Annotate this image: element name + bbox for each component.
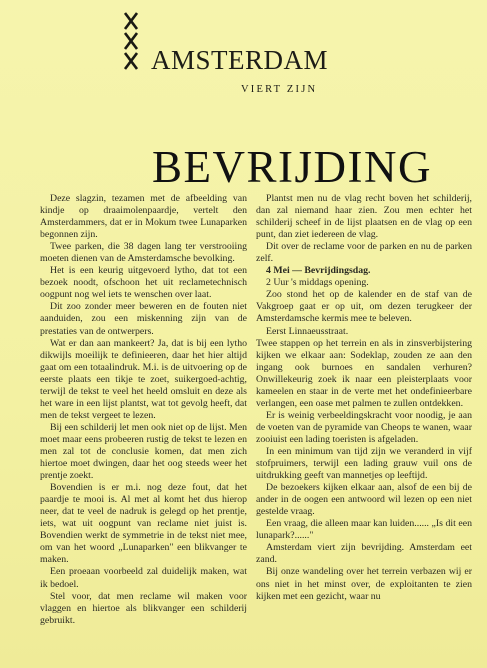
paragraph: Twee stappen op het terrein en als in zinsverbijstering kijken we elkaar aan: Sodeklap, zouden ze aan den ingang ook burnoes en sandalen verhuren? Onwillekeurig zoek ik naar een pleisterplaats voor kameelen en staar in de verte met het ondefinieerbare verlangen, een oase met palmen te zullen ontdekken. [256,337,472,409]
x-mark-icon [124,12,138,30]
headline-city: AMSTERDAM [151,45,329,75]
paragraph: Plantst men nu de vlag recht boven het schilderij, dan zal niemand haar zien. Zou men echter het schilderij scheef in de lijst plaatsen en de vlag op een punt, dan ziet iedereen de vlag. [256,193,472,241]
x-mark-icon [124,52,138,70]
paragraph: Deze slagzin, tezamen met de afbeelding van kindje op draaimolenpaardje, vertelt den Amsterdammers, dat er in Mokum twee Lunaparken begonnen zijn. [40,193,247,241]
paragraph: Er is weinig verbeeldingskracht voor noodig, je aan de voeten van de pyramide van Cheops te wanen, waar zooiuist een lading toeristen is afgeladen. [256,409,472,445]
paragraph: Stel voor, dat men reclame wil maken voor vlaggen en hiertoe als blikvanger een schilderij gebruikt. [40,590,247,626]
headline-title: BEVRIJDING [152,142,432,193]
paragraph: 2 Uur 's middags opening. [266,277,369,289]
paragraph: Dit zoo zonder meer beweren en de fouten niet aanduiden, zou een miskenning zijn van de prestaties van de ontwerpers. [40,301,247,337]
paragraph: Eerst Linnaeusstraat. [266,325,349,337]
paragraph: Bij een schilderij let men ook niet op de lijst. Men moet maar eens probeeren rustig de tekst te lezen en men zal tot de conclusie komen, dat men zich hiertoe moet dwingen, daar het oog steeds weer het prentje zoekt. [40,421,247,482]
paragraph: Bij onze wandeling over het terrein verbazen wij er ons niet in het minst over, de exploitanten te zien kijken met een gezicht, waar nu [256,566,472,602]
paragraph: Een proeaan voorbeeld zal duidelijk maken, wat ik bedoel. [40,566,247,590]
paragraph: Wat er dan aan mankeert? Ja, dat is bij een lytho dikwijls moeilijk te definieeren, daar het hier altijd gaat om een totaalindruk. M.i. is de uitvoering op de eerste plaats een tikje te zoet, suikergoed-achtig, terwijl de tekst te veel het heeld omsluit en deze als het ware in een lijst plantst, wat tot gevolg heeft, dat men de tekst vergeet te lezen. [40,337,247,421]
paragraph: De bezoekers kijken elkaar aan, alsof de een bij de ander in de oogen een antwoord wil lezen op een niet gestelde vraag. [256,482,472,518]
x-mark-icon [124,32,138,50]
paragraph: In een minimum van tijd zijn we veranderd in vijf stofpruimers, terwijl een lading grauw vuil ons de uitdrukking geeft van mannetjes op leeftijd. [256,445,472,482]
paragraph: Dit over de reclame voor de parken en nu de parken zelf. [256,241,472,265]
left-column [40,193,247,627]
date-heading: 4 Mei — Bevrijdingsdag. [266,265,371,277]
paragraph: Amsterdam viert zijn bevrijding. Amsterdam eet zand. [256,542,472,566]
paragraph: Zoo stond het op de kalender en de staf van de Vakgroep gaat er op uit, om dezen terugkeer der Amsterdamsche kermis mee te beleven. [256,289,472,325]
headline-subtitle: VIERT ZIJN [241,84,318,95]
paragraph: Een vraag, die alleen maar kan luiden...... „Is dit een lunapark?......" [256,518,472,542]
paragraph: Het is een keurig uitgevoerd lytho, dat tot een bezoek noodt, ofschoon het uit reclametechnisch oogpunt nog wel iets te wenschen over laat. [40,265,247,301]
paragraph: Twee parken, die 38 dagen lang ter verstrooiing moeten dienen van de Amsterdamsche bevolking. [40,241,247,265]
paragraph: Bovendien is er m.i. nog deze fout, dat het paardje te mooi is. Al met al komt het dus hierop neer, dat te veel de nadruk is gelegd op het prentje, iets, wat uit oogpunt van reclame niet juist is. Bovendien werkt de symmetrie in de tekst niet mee, om van het woord „Lunaparken" een blikvanger te maken. [40,482,247,566]
right-column [256,193,472,603]
